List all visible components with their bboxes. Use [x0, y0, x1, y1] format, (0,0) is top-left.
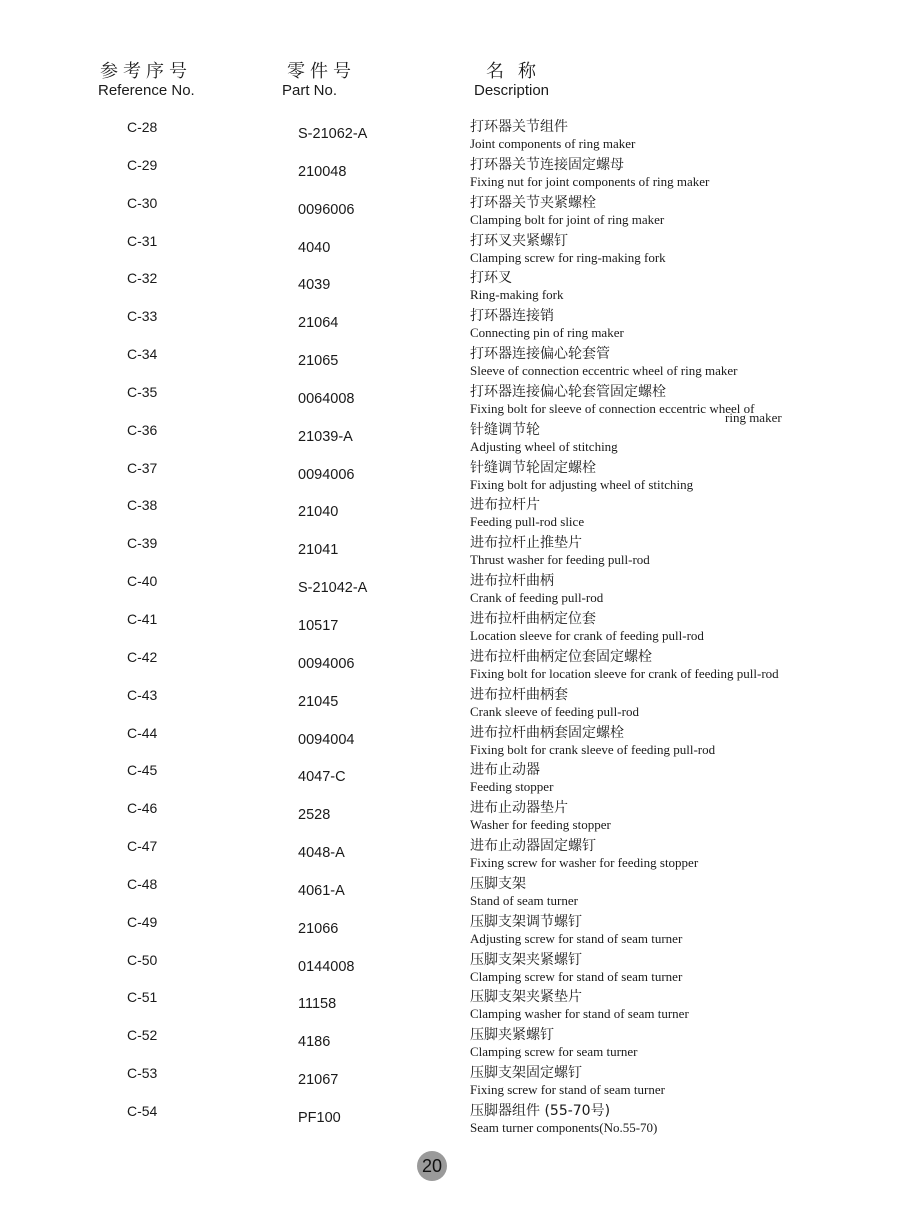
description-en: Washer for feeding stopper [470, 817, 611, 833]
description-en: Crank sleeve of feeding pull-rod [470, 703, 639, 719]
reference-no: C-29 [127, 156, 158, 173]
description [470, 799, 830, 832]
part-no: 0094004 [298, 731, 355, 748]
part-no: 21065 [298, 353, 339, 370]
description-en: Clamping bolt for joint of ring maker [470, 211, 665, 227]
reference-no: C-35 [127, 383, 158, 400]
parts-row [0, 305, 900, 343]
description-cn: 打环器关节组件 [470, 119, 568, 135]
part-no: 10517 [298, 617, 339, 634]
part-no: 21064 [298, 315, 339, 332]
description-cn: 进布止动器 [470, 762, 540, 779]
reference-no: C-54 [127, 1102, 158, 1119]
parts-row [0, 722, 900, 760]
description [470, 1026, 830, 1059]
parts-row [0, 154, 900, 192]
description-cn: 进布拉杆曲柄定位套 [470, 610, 596, 627]
description-en: Fixing screw for stand of seam turner [470, 1082, 665, 1098]
reference-no: C-47 [127, 838, 158, 855]
description [470, 724, 830, 757]
description-en: Fixing bolt for location sleeve for crank of feeding pull-rod [470, 665, 779, 681]
parts-row [0, 835, 900, 873]
description-cn: 压脚支架夹紧垫片 [470, 989, 582, 1006]
description [470, 118, 830, 151]
description [470, 837, 830, 870]
description-cn: 压脚器组件 (55-70号) [470, 1102, 611, 1119]
description-cn: 针缝调节轮固定螺栓 [470, 459, 596, 476]
part-no: 21067 [298, 1072, 339, 1089]
reference-no: C-53 [127, 1065, 158, 1082]
header-part-no-en: Part No. [282, 82, 338, 99]
reference-no: C-28 [127, 119, 158, 135]
parts-row [0, 873, 900, 911]
description-en-continued: ring maker [725, 409, 782, 425]
description-en: Feeding stopper [470, 779, 554, 795]
parts-row [0, 532, 900, 570]
parts-row [0, 608, 900, 646]
reference-no: C-48 [127, 875, 158, 892]
description-cn: 压脚支架固定螺钉 [470, 1065, 582, 1082]
description-cn: 打环器连接偏心轮套管固定螺栓 [470, 383, 666, 400]
reference-no: C-31 [127, 232, 158, 249]
parts-row [0, 381, 900, 425]
parts-list [0, 116, 900, 1138]
description [470, 194, 830, 227]
header-description-en: Description [474, 82, 550, 99]
part-no: 4048-A [298, 845, 345, 862]
reference-no: C-42 [127, 648, 158, 665]
reference-no: C-39 [127, 535, 158, 552]
description [470, 648, 830, 681]
description-cn: 进布拉杆曲柄 [470, 573, 554, 590]
part-no: 21066 [298, 920, 339, 937]
reference-no: C-34 [127, 346, 158, 363]
description [470, 232, 830, 265]
reference-no: C-45 [127, 762, 158, 779]
reference-no: C-41 [127, 610, 158, 627]
description [470, 383, 830, 424]
description-en: Fixing bolt for adjusting wheel of stitching [470, 476, 694, 492]
description [470, 1102, 830, 1135]
description-en: Connecting pin of ring maker [470, 325, 624, 341]
part-no: S-21062-A [298, 126, 368, 142]
description [470, 269, 830, 302]
description-en: Fixing bolt for crank sleeve of feeding pull-rod [470, 741, 716, 757]
part-no: 4039 [298, 277, 331, 294]
reference-no: C-33 [127, 308, 158, 325]
description [470, 761, 830, 794]
parts-row [0, 759, 900, 797]
description-cn: 进布拉杆止推垫片 [470, 535, 582, 552]
part-no: PF100 [298, 1109, 341, 1126]
description-en: Clamping washer for stand of seam turner [470, 1006, 689, 1022]
description-cn: 打环叉夹紧螺钉 [470, 232, 568, 249]
reference-no: C-50 [127, 951, 158, 968]
description-cn: 打环器连接销 [470, 308, 554, 325]
description-cn: 进布拉杆曲柄套 [470, 686, 568, 703]
header-reference-no [98, 62, 195, 99]
reference-no: C-38 [127, 497, 158, 514]
description [470, 496, 830, 529]
reference-no: C-49 [127, 913, 158, 930]
description-cn: 压脚支架夹紧螺钉 [470, 951, 582, 968]
description [470, 988, 830, 1021]
part-no: 21041 [298, 542, 339, 559]
description-en: Fixing bolt for sleeve of connection eccentric wheel of [470, 400, 755, 416]
header-part-no-cn: 零件号 [287, 61, 356, 82]
description-en: Thrust washer for feeding pull-rod [470, 552, 650, 568]
part-no: 0064008 [298, 390, 355, 407]
description-en: Seam turner components(No.55-70) [470, 1119, 658, 1135]
header-description-cn: 名称 [486, 61, 550, 82]
reference-no: C-44 [127, 724, 158, 741]
part-no: 0094006 [298, 655, 355, 672]
reference-no: C-30 [127, 194, 158, 211]
parts-row [0, 457, 900, 495]
description-cn: 进布拉杆片 [470, 497, 540, 514]
description [470, 534, 830, 567]
reference-no: C-52 [127, 1027, 158, 1044]
part-no: 4061-A [298, 882, 345, 899]
description-en: Clamping screw for stand of seam turner [470, 968, 683, 984]
header-reference-no-en: Reference No. [98, 82, 195, 99]
reference-no: C-46 [127, 800, 158, 817]
reference-no: C-36 [127, 421, 158, 438]
header-description [474, 62, 550, 99]
description-cn: 进布拉杆曲柄套固定螺栓 [470, 724, 624, 741]
description-en: Crank of feeding pull-rod [470, 590, 604, 606]
parts-row [0, 494, 900, 532]
part-no: 4040 [298, 239, 331, 256]
parts-row [0, 192, 900, 230]
description-en: Fixing nut for joint components of ring maker [470, 173, 710, 189]
parts-row [0, 1062, 900, 1100]
description [470, 459, 830, 492]
parts-row [0, 230, 900, 268]
description [470, 686, 830, 719]
description [470, 951, 830, 984]
description-cn: 针缝调节轮 [470, 421, 540, 438]
reference-no: C-37 [127, 459, 158, 476]
parts-row [0, 646, 900, 684]
description-en: Clamping screw for seam turner [470, 1044, 638, 1060]
description-en: Fixing screw for washer for feeding stopper [470, 855, 699, 871]
description-en: Adjusting screw for stand of seam turner [470, 930, 683, 946]
description-en: Sleeve of connection eccentric wheel of ring maker [470, 363, 738, 379]
part-no: 11158 [298, 996, 337, 1013]
description-cn: 打环叉 [470, 270, 512, 287]
parts-row [0, 684, 900, 722]
part-no: 21039-A [298, 428, 353, 445]
description-cn: 打环器关节连接固定螺母 [470, 156, 624, 173]
parts-row [0, 911, 900, 949]
description [470, 572, 830, 605]
parts-row [0, 1100, 900, 1138]
description-en: Ring-making fork [470, 287, 564, 303]
part-no: 0096006 [298, 201, 355, 218]
part-no: 4186 [298, 1034, 331, 1051]
parts-row [0, 570, 900, 608]
description-cn: 压脚夹紧螺钉 [470, 1027, 554, 1044]
description-en: Stand of seam turner [470, 892, 578, 908]
description-en: Location sleeve for crank of feeding pull-rod [470, 627, 704, 643]
part-no: S-21042-A [298, 580, 368, 597]
header-part-no [282, 62, 356, 99]
description-en: Adjusting wheel of stitching [470, 438, 618, 454]
description-cn: 压脚支架 [470, 875, 526, 892]
description-cn: 打环器连接偏心轮套管 [470, 346, 610, 363]
part-no: 0094006 [298, 466, 355, 483]
reference-no: C-40 [127, 573, 158, 590]
description [470, 1064, 830, 1097]
description-cn: 压脚支架调节螺钉 [470, 913, 582, 930]
description-en: Feeding pull-rod slice [470, 514, 585, 530]
part-no: 210048 [298, 163, 347, 180]
description [470, 156, 830, 189]
description-en: Clamping screw for ring-making fork [470, 249, 666, 265]
page-number: 20 [417, 1151, 447, 1181]
description [470, 610, 830, 643]
part-no: 21040 [298, 504, 339, 521]
description-cn: 进布拉杆曲柄定位套固定螺栓 [470, 648, 652, 665]
description-cn: 打环器关节夹紧螺栓 [470, 194, 596, 211]
description [470, 913, 830, 946]
parts-row [0, 343, 900, 381]
parts-row [0, 1024, 900, 1062]
description-cn: 进布止动器固定螺钉 [470, 838, 596, 855]
part-no: 2528 [298, 807, 331, 824]
reference-no: C-51 [127, 989, 158, 1006]
reference-no: C-32 [127, 270, 158, 287]
reference-no: C-43 [127, 686, 158, 703]
part-no: 4047-C [298, 769, 346, 786]
part-no: 21045 [298, 693, 339, 710]
parts-row [0, 419, 900, 457]
description [470, 421, 830, 454]
header-reference-no-cn: 参考序号 [100, 61, 192, 82]
description [470, 307, 830, 340]
parts-row [0, 116, 900, 154]
description-cn: 进布止动器垫片 [470, 800, 568, 817]
description [470, 875, 830, 908]
description-en: Joint components of ring maker [470, 136, 636, 151]
parts-row [0, 986, 900, 1024]
part-no: 0144008 [298, 958, 355, 975]
parts-row [0, 949, 900, 987]
parts-row [0, 797, 900, 835]
parts-row [0, 267, 900, 305]
description [470, 345, 830, 378]
